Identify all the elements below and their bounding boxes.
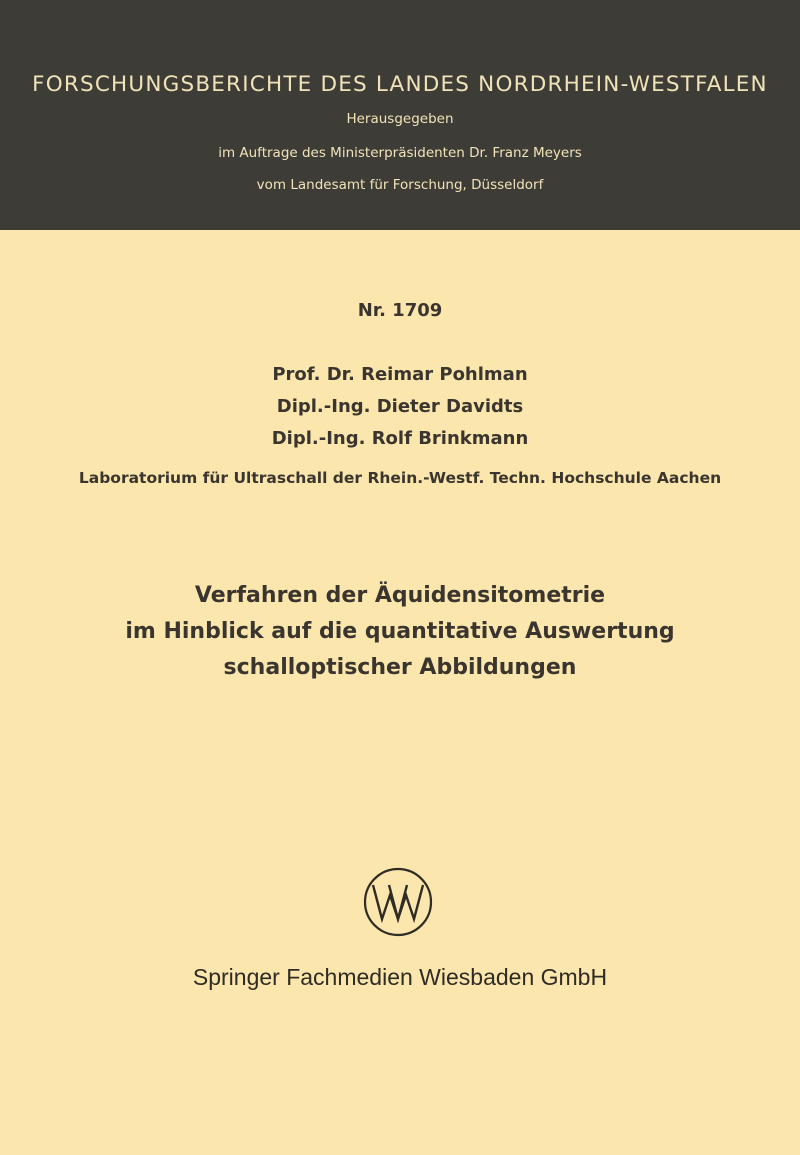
commission-line: im Auftrage des Ministerpräsidenten Dr. Franz Meyers [218, 145, 582, 161]
office-line: vom Landesamt für Forschung, Düsseldorf [256, 177, 544, 193]
title-line-2: im Hinblick auf die quantitative Auswertung [125, 619, 675, 644]
institution: Laboratorium für Ultraschall der Rhein.-Westf. Techn. Hochschule Aachen [78, 469, 722, 487]
book-title [0, 578, 800, 686]
report-number: Nr. 1709 [357, 300, 443, 321]
author-1: Prof. Dr. Reimar Pohlman [272, 364, 528, 385]
publisher-name: Springer Fachmedien Wiesbaden GmbH [192, 964, 608, 990]
author-2: Dipl.-Ing. Dieter Davidts [276, 396, 524, 417]
header-band [0, 0, 800, 230]
editor-line: Herausgegeben [346, 111, 454, 127]
author-3: Dipl.-Ing. Rolf Brinkmann [271, 428, 529, 449]
title-line-3: schalloptischer Abbildungen [223, 655, 577, 680]
publisher-logo-icon [362, 866, 434, 938]
series-title: FORSCHUNGSBERICHTE DES LANDES NORDRHEIN-WESTFALEN [32, 72, 768, 97]
title-line-1: Verfahren der Äquidensitometrie [194, 583, 606, 608]
